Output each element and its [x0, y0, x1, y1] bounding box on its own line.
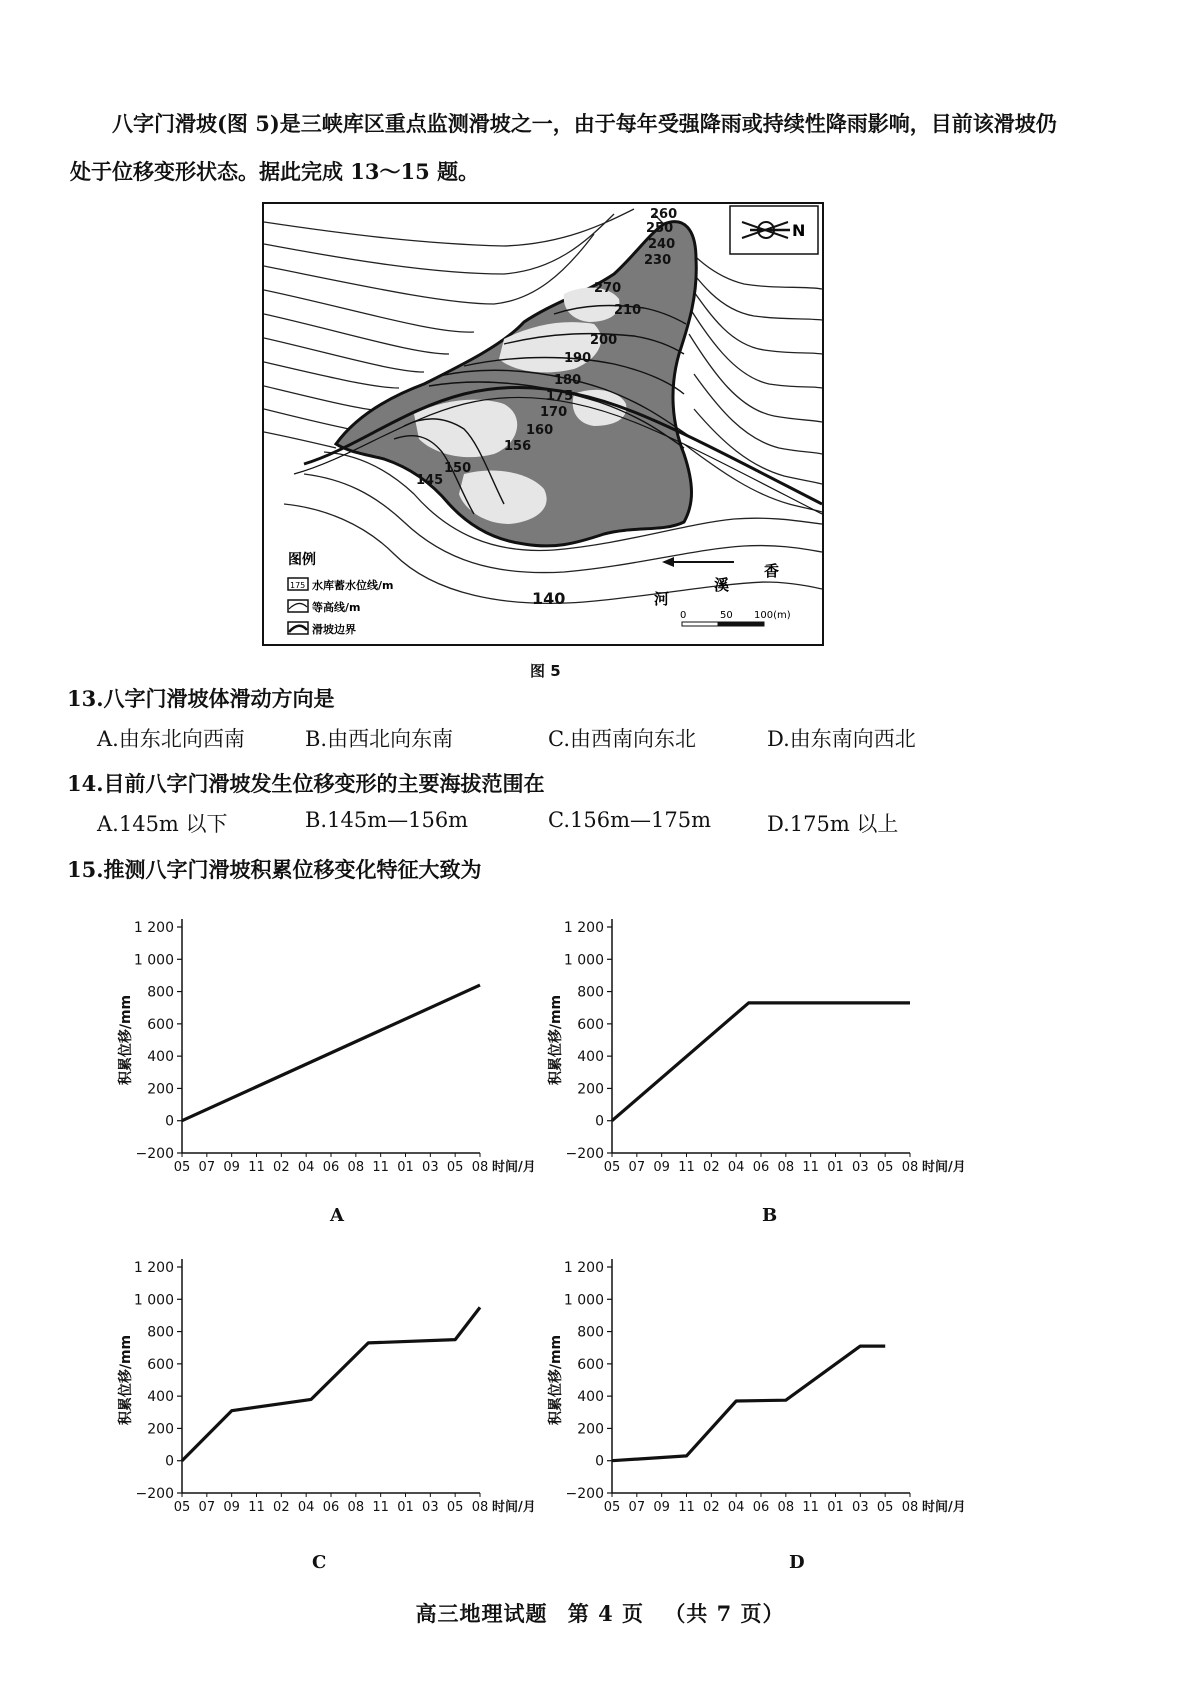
x-tick-label: 01: [827, 1500, 844, 1515]
intro-paragraph: 八字门滑坡(图 5)是三峡库区重点监测滑坡之一，由于每年受强降雨或持续性降雨影响，目前该滑坡仍处于位移变形状态。据此完成 13～15 题。: [70, 111, 1057, 184]
contour-label: 160: [526, 423, 554, 438]
y-tick-label: 400: [577, 1389, 604, 1406]
contour-label: 170: [540, 405, 568, 420]
y-tick-label: 400: [147, 1389, 174, 1406]
y-tick-label: 1 000: [563, 952, 604, 969]
x-tick-label: 09: [223, 1500, 240, 1515]
y-tick-label: 800: [577, 984, 604, 1001]
chart-b-label: B: [762, 1205, 778, 1226]
y-tick-label: 1 200: [133, 920, 174, 936]
svg-text:水库蓄水位线/m: 水库蓄水位线/m: [312, 579, 394, 592]
y-tick-label: 400: [147, 1049, 174, 1066]
contour-label: 175: [546, 389, 574, 404]
x-tick-label: 11: [372, 1160, 389, 1175]
svg-text:溪: 溪: [714, 576, 730, 594]
x-tick-label: 05: [173, 1160, 191, 1175]
footer-title: 高三地理试题: [415, 1601, 548, 1626]
x-tick-label: 11: [372, 1500, 389, 1515]
y-tick-label: 0: [165, 1453, 174, 1470]
y-tick-label: 200: [577, 1081, 604, 1098]
x-tick-label: 07: [198, 1500, 216, 1515]
x-tick-label: 02: [703, 1160, 720, 1175]
x-tick-label: 09: [653, 1500, 670, 1515]
chart-d-label: D: [789, 1552, 805, 1573]
y-tick-label: 600: [147, 1016, 174, 1033]
q13-option-a: A.由东北向西南: [97, 727, 245, 751]
contour-label: 250: [646, 221, 674, 236]
x-tick-label: 06: [322, 1160, 340, 1175]
y-tick-label: 1 000: [133, 952, 174, 969]
y-tick-label: 1 200: [563, 1260, 604, 1276]
y-tick-label: 1 200: [563, 920, 604, 936]
q14-option-b: B.145m—156m: [305, 808, 469, 832]
y-tick-label: 1 200: [133, 1260, 174, 1276]
x-tick-label: 11: [678, 1500, 695, 1515]
q13-option-c: C.由西南向东北: [548, 727, 696, 751]
contour-label: 140: [532, 589, 566, 608]
contour-label: 190: [564, 351, 592, 366]
svg-text:100(m): 100(m): [754, 610, 791, 621]
svg-text:滑坡边界: 滑坡边界: [312, 623, 356, 636]
x-tick-label: 08: [901, 1500, 919, 1515]
x-tick-label: 05: [876, 1500, 894, 1515]
x-tick-label: 09: [223, 1160, 240, 1175]
x-tick-label: 06: [322, 1500, 340, 1515]
x-tick-label: 04: [727, 1160, 745, 1175]
contour-label: 240: [648, 237, 676, 252]
x-tick-label: 08: [347, 1500, 365, 1515]
svg-text:香: 香: [764, 562, 780, 580]
chart-b: [540, 905, 970, 1195]
x-tick-label: 03: [852, 1160, 869, 1175]
x-tick-label: 02: [273, 1500, 290, 1515]
figure-caption: 图 5: [530, 662, 561, 680]
x-tick-label: 09: [653, 1160, 670, 1175]
y-tick-label: 0: [165, 1113, 174, 1130]
x-tick-label: 05: [173, 1500, 191, 1515]
svg-text:50: 50: [720, 610, 733, 621]
x-tick-label: 03: [422, 1500, 439, 1515]
map-drawing: [264, 204, 822, 644]
q14-option-d: D.175m 以上: [767, 812, 899, 836]
page-footer: [0, 1598, 1200, 1628]
x-tick-label: 04: [297, 1500, 315, 1515]
map-legend: [288, 551, 393, 636]
y-tick-label: 0: [595, 1113, 604, 1130]
footer-total: （共 7 页）: [664, 1601, 785, 1626]
contour-label: 150: [444, 461, 472, 476]
x-tick-label: 04: [297, 1160, 315, 1175]
x-tick-label: 02: [703, 1500, 720, 1515]
x-tick-label: 11: [802, 1160, 819, 1175]
contour-label: 180: [554, 373, 582, 388]
question-13-stem: 13.八字门滑坡体滑动方向是: [67, 686, 335, 711]
x-tick-label: 07: [628, 1160, 646, 1175]
x-tick-label: 01: [397, 1160, 414, 1175]
x-axis-label: 时间/月: [492, 1160, 536, 1175]
y-tick-label: 200: [147, 1081, 174, 1098]
series-line: [612, 1346, 885, 1461]
contour-label: 200: [590, 333, 618, 348]
svg-text:等高线/m: 等高线/m: [312, 601, 361, 614]
x-tick-label: 08: [901, 1160, 919, 1175]
y-axis-label: 积累位移/mm: [118, 994, 134, 1086]
x-tick-label: 05: [446, 1500, 464, 1515]
q13-option-b: B.由西北向东南: [305, 727, 454, 751]
svg-text:175: 175: [290, 581, 306, 590]
x-tick-label: 08: [347, 1160, 365, 1175]
x-tick-label: 08: [471, 1160, 489, 1175]
y-tick-label: −200: [565, 1486, 604, 1502]
x-tick-label: 01: [397, 1500, 414, 1515]
x-tick-label: 05: [603, 1500, 621, 1515]
x-tick-label: 11: [678, 1160, 695, 1175]
contour-label: 260: [650, 207, 678, 222]
y-tick-label: −200: [565, 1146, 604, 1162]
x-axis-label: 时间/月: [922, 1160, 966, 1175]
y-tick-label: 200: [577, 1421, 604, 1438]
chart-a-label: A: [330, 1205, 344, 1226]
x-tick-label: 06: [752, 1160, 770, 1175]
x-tick-label: 01: [827, 1160, 844, 1175]
q13-option-d: D.由东南向西北: [767, 727, 916, 751]
chart-c: [110, 1245, 540, 1535]
y-tick-label: 800: [147, 1324, 174, 1341]
x-axis-label: 时间/月: [922, 1500, 966, 1515]
x-tick-label: 06: [752, 1500, 770, 1515]
scale-bar: [680, 610, 791, 626]
y-tick-label: 600: [147, 1356, 174, 1373]
x-tick-label: 07: [628, 1500, 646, 1515]
x-tick-label: 08: [777, 1500, 795, 1515]
svg-text:河: 河: [654, 590, 670, 608]
y-tick-label: 600: [577, 1016, 604, 1033]
y-tick-label: 600: [577, 1356, 604, 1373]
y-tick-label: 800: [147, 984, 174, 1001]
series-line: [182, 985, 480, 1121]
x-tick-label: 08: [471, 1500, 489, 1515]
y-tick-label: 400: [577, 1049, 604, 1066]
chart-a: [110, 905, 540, 1195]
x-tick-label: 02: [273, 1160, 290, 1175]
x-tick-label: 11: [248, 1500, 265, 1515]
footer-page: 第 4 页: [567, 1601, 644, 1626]
y-tick-label: 200: [147, 1421, 174, 1438]
contour-label: 156: [504, 439, 532, 454]
y-tick-label: 1 000: [133, 1292, 174, 1309]
x-axis-label: 时间/月: [492, 1500, 536, 1515]
series-line: [612, 1003, 910, 1121]
chart-c-label: C: [312, 1552, 327, 1573]
contour-label: 270: [594, 281, 622, 296]
x-tick-label: 05: [876, 1160, 894, 1175]
contour-label: 145: [416, 473, 444, 488]
y-tick-label: −200: [135, 1146, 174, 1162]
x-tick-label: 11: [248, 1160, 265, 1175]
y-axis-label: 积累位移/mm: [548, 994, 564, 1086]
x-tick-label: 07: [198, 1160, 216, 1175]
q14-option-c: C.156m—175m: [548, 808, 711, 832]
y-tick-label: 1 000: [563, 1292, 604, 1309]
y-tick-label: 0: [595, 1453, 604, 1470]
y-axis-label: 积累位移/mm: [118, 1334, 134, 1426]
chart-d: [540, 1245, 970, 1535]
landslide-map: [262, 202, 824, 646]
q14-option-a: A.145m 以下: [97, 812, 228, 836]
series-line: [182, 1307, 480, 1460]
question-15-stem: 15.推测八字门滑坡积累位移变化特征大致为: [67, 857, 482, 882]
x-tick-label: 03: [852, 1500, 869, 1515]
x-tick-label: 03: [422, 1160, 439, 1175]
y-tick-label: 800: [577, 1324, 604, 1341]
x-tick-label: 05: [446, 1160, 464, 1175]
question-14-stem: 14.目前八字门滑坡发生位移变形的主要海拔范围在: [67, 771, 545, 796]
contour-label: 230: [644, 253, 672, 268]
y-axis-label: 积累位移/mm: [548, 1334, 564, 1426]
svg-text:图例: 图例: [288, 552, 316, 568]
y-tick-label: −200: [135, 1486, 174, 1502]
x-tick-label: 08: [777, 1160, 795, 1175]
x-tick-label: 04: [727, 1500, 745, 1515]
x-tick-label: 11: [802, 1500, 819, 1515]
x-tick-label: 05: [603, 1160, 621, 1175]
svg-text:0: 0: [680, 610, 687, 621]
contour-label: 210: [614, 303, 642, 318]
svg-text:N: N: [792, 221, 806, 240]
north-arrow: [730, 206, 818, 254]
